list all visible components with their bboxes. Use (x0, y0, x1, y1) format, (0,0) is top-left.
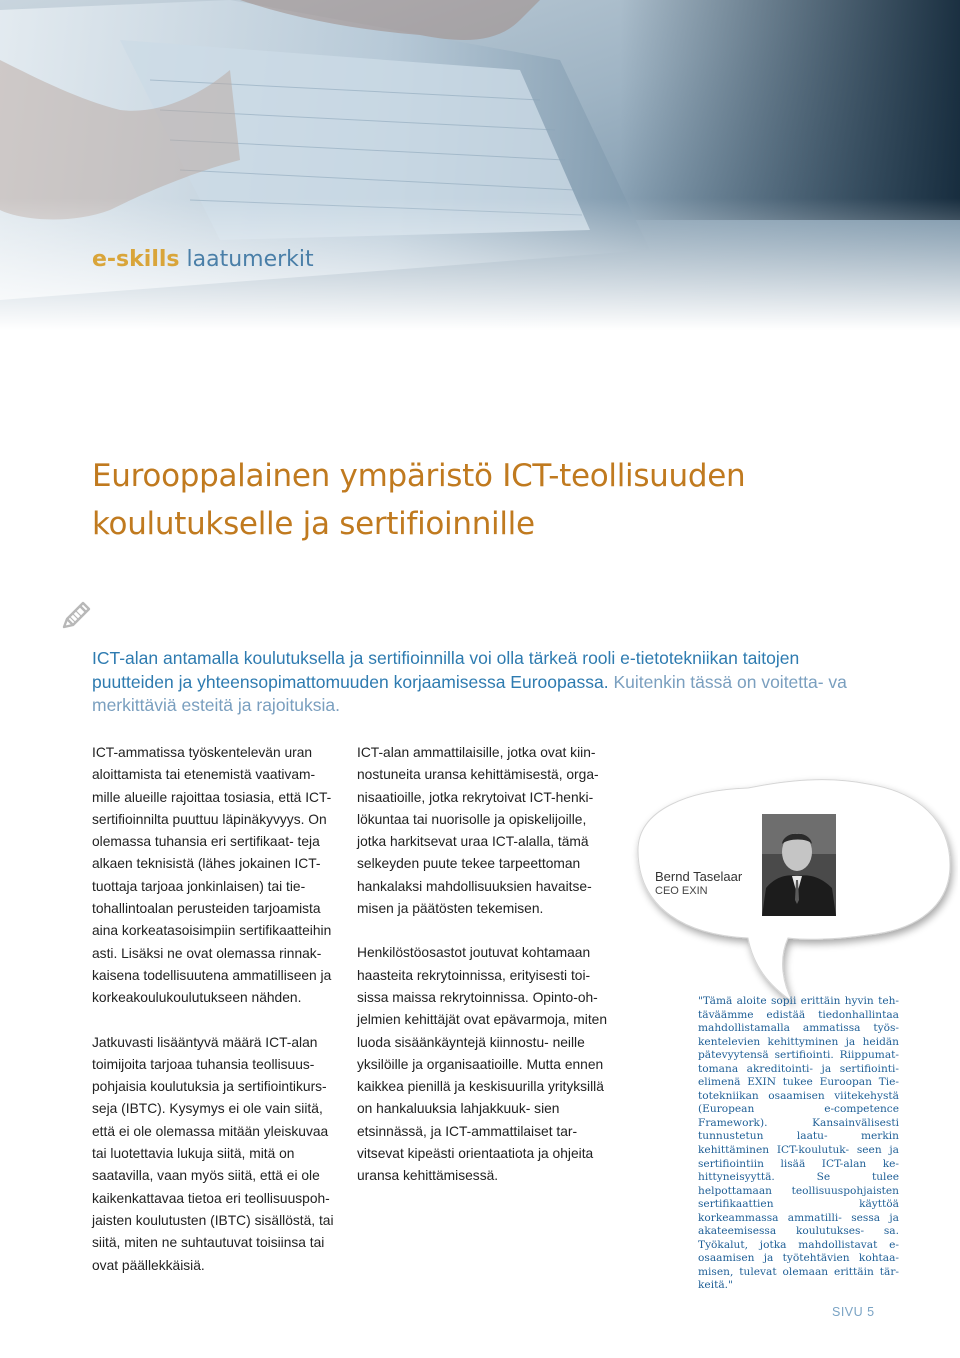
page-title (92, 452, 912, 548)
section-label (92, 247, 314, 272)
hero-photo (0, 0, 960, 330)
lead-text: ICT-alan antamalla koulutuksella ja sertifioinnilla voi olla tärkeä rooli e-tietotekniikan taitojen puutteiden ja yhteensopimattomuuden korjaamisessa Euroopassa. (92, 648, 800, 692)
body-column-2 (357, 742, 609, 1210)
page-number: SIVU 5 (832, 1305, 875, 1319)
title-line-2: koulutukselle ja sertifioinnille (92, 506, 535, 542)
person-name: Bernd Taselaar (655, 869, 743, 884)
body-paragraph: Henkilöstöosastot joutuvat kohtamaan haasteita rekrytoinnissa, erityisesti toi- sissa maissa rekrytoinnissa. Opinto-oh- jelmien kehittäjät ovat epävarmoja, miten luoda sisäänkäyntejä kiinnostu- neille yksilöille ja organisaatioille. Mutta ennen kaikkea pienillä ja keskisuurilla yrityksillä on hankaluuksia lahjakkuuk- sien etsinnässä, ja ICT-ammattilaiset tar- vitsevat kipeästi orientaatiota ja ohjeita uransa kehittämisessä. (357, 945, 608, 1184)
pencil-icon (58, 598, 94, 638)
brand-bold: e-skills (92, 247, 180, 272)
portrait-photo (762, 814, 836, 916)
lead-paragraph (92, 647, 862, 718)
quote-text: "Tämä aloite sopii erittäin hyvin teh- täväämme edistää tiedonhallintaa mahdollistamalla ammatissa työs- kentelevien kehittyminen ja heidän pätevyytensä sertifiointi. Riippumat- tomana akreditointi- ja sertifiointi- elimenä EXIN tukee Euroopan Tie- totekniikan osaamisen viitekehystä (European e-competence Framework). Kansainvälisesti tunnustetun laatu- merkin kehittäminen ICT-koulutuk- seen ja sertifiointiin lisää ICT-alan ke- hittyneisyyttä. Se tulee helpottamaan teollisuuspohjaisten sertifikaattien käyttöä korkeammassa ammatilli- sessa ja akateemisessa koulutukses- sa. Työkalut, jotka mahdollistavat e-osaamisen ja työtehtävien kohtaa- misen, tulevat olemaan erittäin tär- keitä." (698, 995, 899, 1292)
person-role: CEO EXIN (655, 885, 708, 897)
body-paragraph: ICT-alan ammattilaisille, jotka ovat kiin- nostuneita uransa kehittämisestä, orga- nisaatioille, jotka rekrytoivat ICT-henki- lökuntaa tai nuorisolle ja opiskelijoille, jotka harkitsevat uraa ICT-alalla, tämä selkeyden puute tekee tarpeettoman hankalaksi mahdollisuuksien havaitse- misen ja päätösten tekemisen. (357, 745, 599, 917)
body-column-1 (92, 742, 344, 1299)
title-line-1: Eurooppalainen ympäristö ICT-teollisuuden (92, 458, 746, 494)
body-paragraph: ICT-ammatissa työskentelevän uran aloittamista tai etenemistä vaativam- mille alueille rajoittaa tosiasia, että ICT-sertifioinnilta puuttuu läpinäkyvyys. On olemassa tuhansia eri sertifikaat- teja alkaen teknisistä (lähes jokainen ICT-tuottaja tarjoaa jonkinlaisen) tai tie- tohallintoalan perusteiden tarjoamista aina korkeatasoisimpiin sertifikaatteihin asti. Lisäksi ne ovat olemassa rinnak- kaisena todellisuutena ammatilliseen ja korkeakoulukoulutukseen nähden. (92, 745, 332, 1006)
brand-light: laatumerkit (186, 247, 314, 272)
body-paragraph: Jatkuvasti lisääntyvä määrä ICT-alan toimijoita tarjoaa tuhansia teollisuus- pohjaisia koulutuksia ja sertifiointikurs- seja (IBTC). Kysymys ei ole vain siitä, että ei ole olemassa mitään yleiskuvaa tai luotettavia lukuja siitä, mitä on saatavilla, vaan myös siitä, että ei ole kaikenkattavaa tietoa eri teollisuuspoh- jaisten koulutusten (IBTC) sisällöstä, tai siitä, miten ne suhtautuvat toisiinsa tai ovat päällekkäisiä. (92, 1034, 334, 1273)
lead-text-emphasis: Kuitenkin tässä on voitetta- va merkittäviä esteitä ja rajoituksia. (92, 671, 847, 715)
